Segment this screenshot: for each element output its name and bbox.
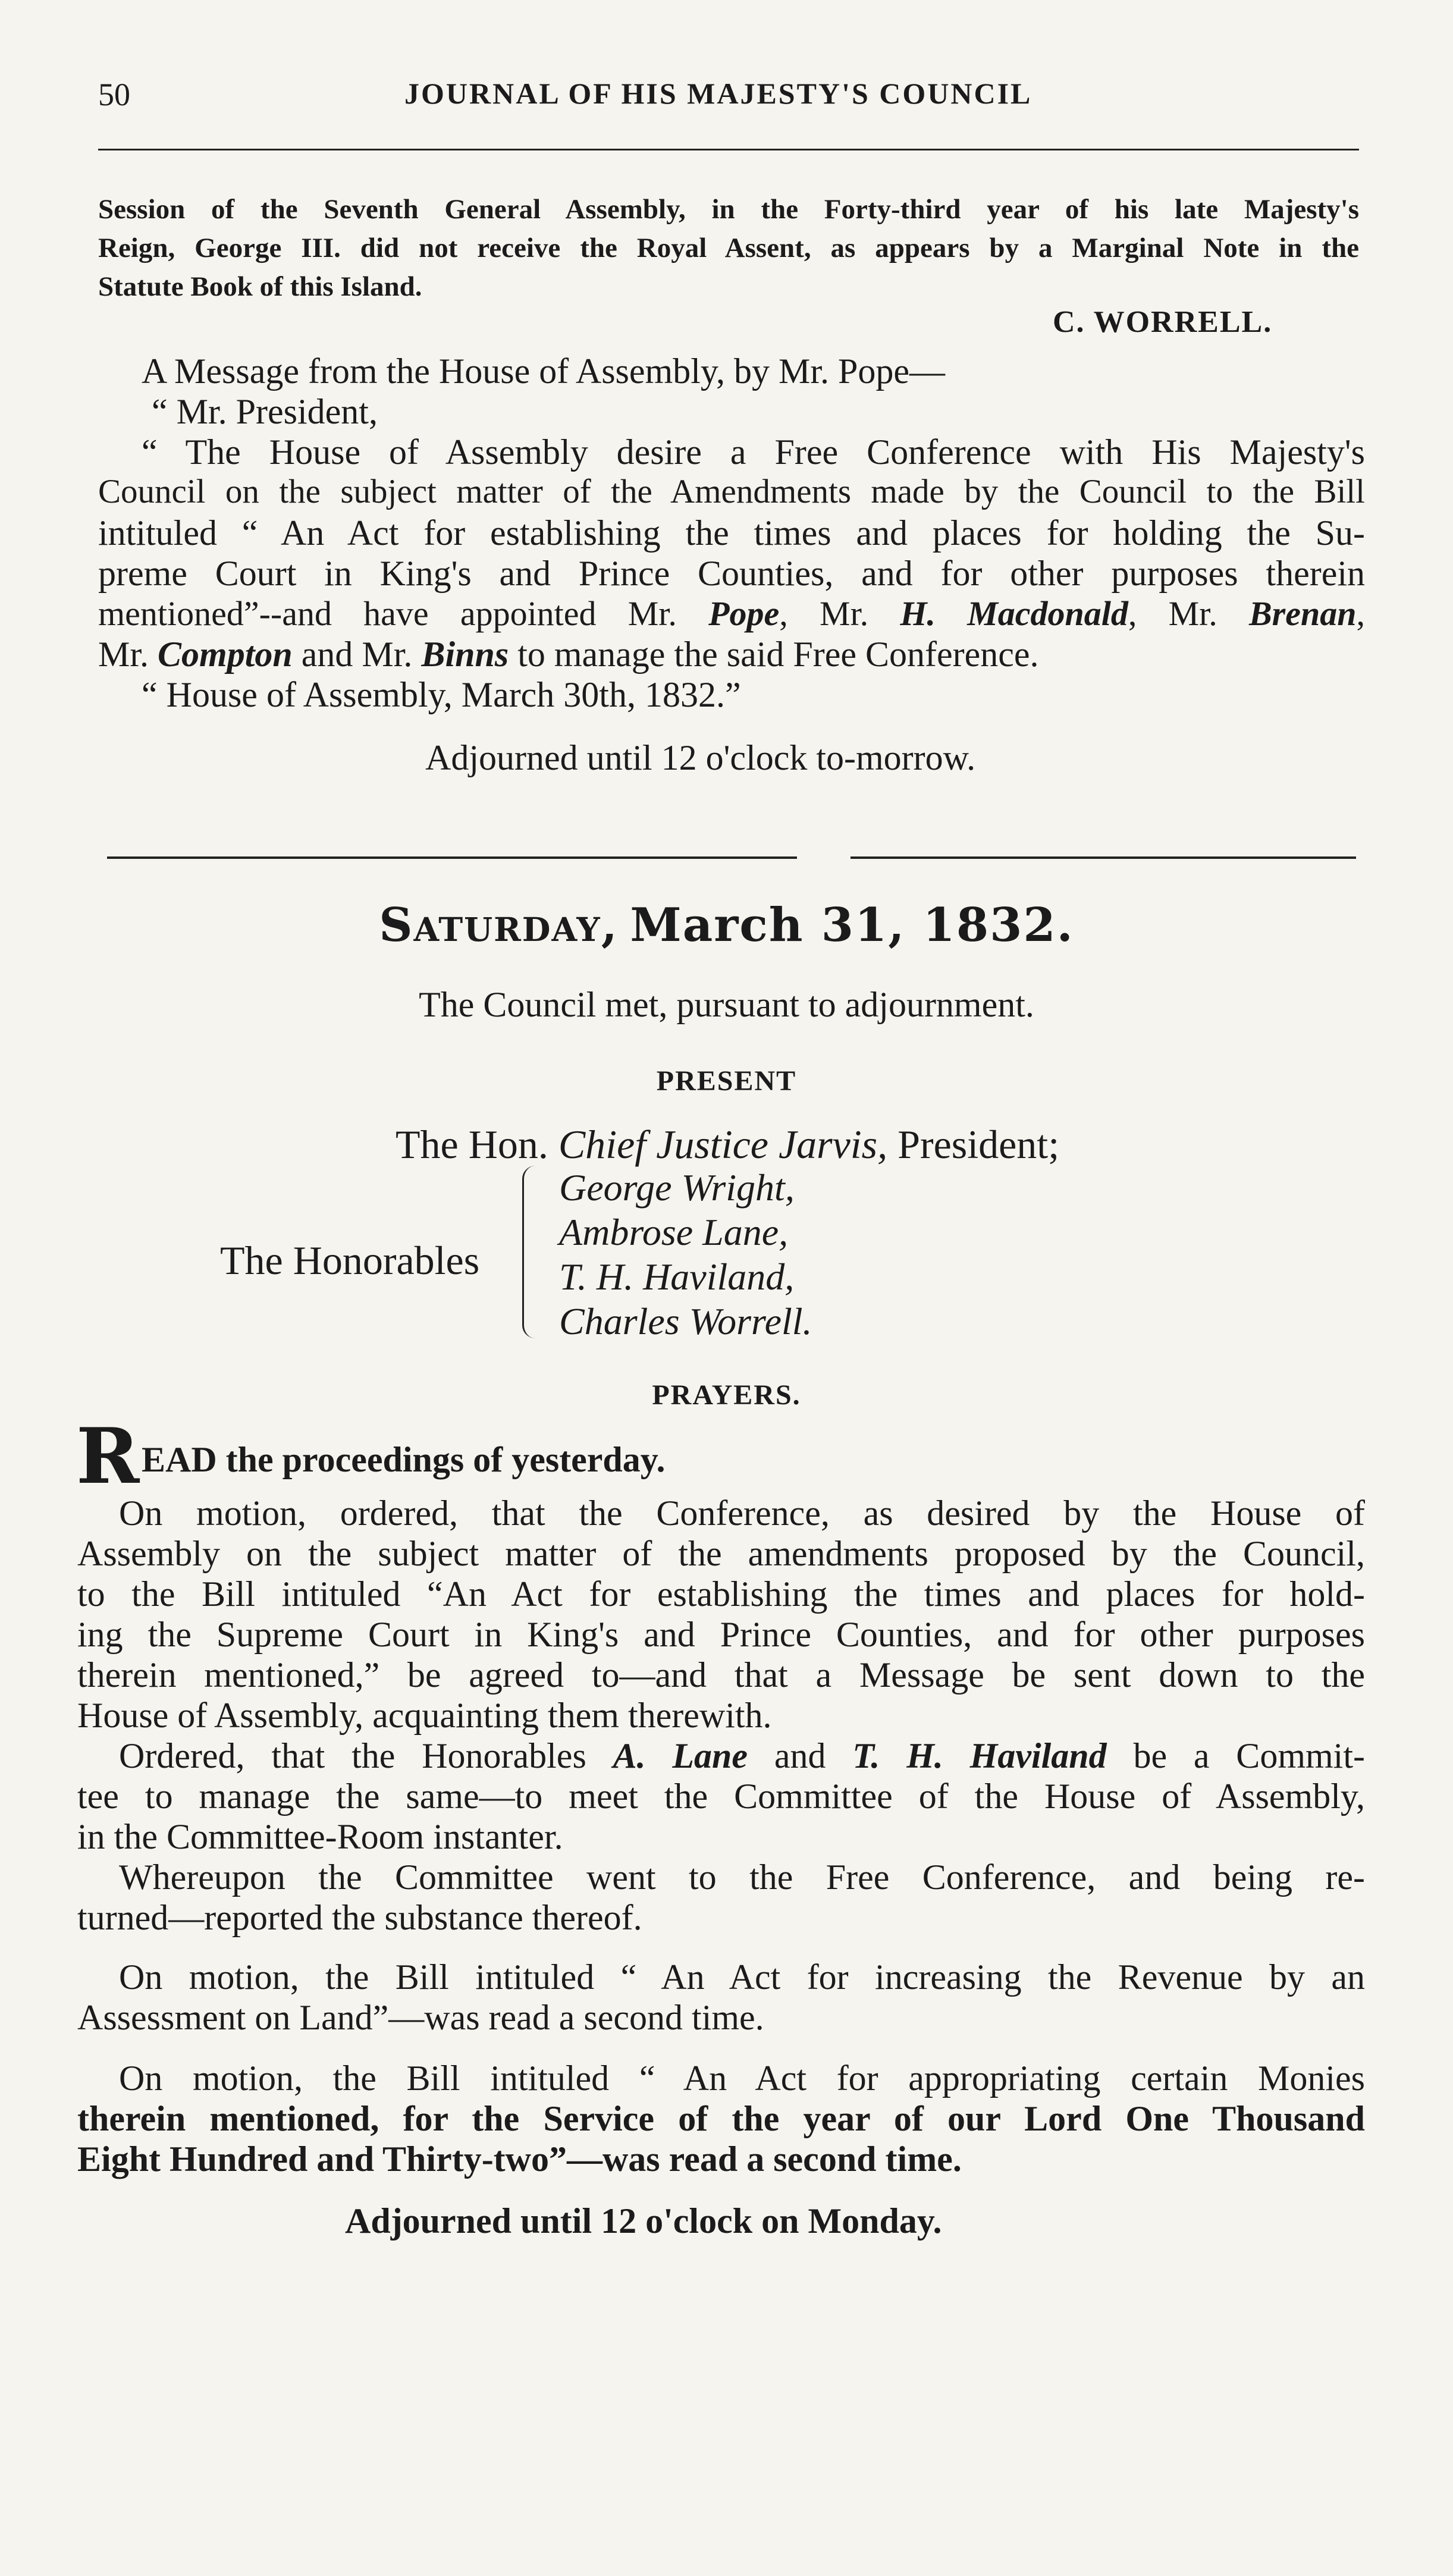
date-heading-day: Saturday, bbox=[379, 898, 619, 952]
message-line-6: preme Court in King's and Prince Counties, and for other purposes therein bbox=[98, 554, 1365, 593]
p1-line-2: Assembly on the subject matter of the amendments proposed by the Council, bbox=[77, 1534, 1365, 1573]
date-heading-date: March 31, 1832. bbox=[630, 898, 1074, 952]
intro-line-2: Reign, George III. did not receive the Royal Assent, as appears by a Marginal Note in the bbox=[98, 233, 1359, 263]
signature: C. WORRELL. bbox=[1053, 305, 1273, 339]
p2-line-2: tee to manage the same—to meet the Committee of the House of Assembly, bbox=[77, 1777, 1365, 1816]
council-met: The Council met, pursuant to adjournment. bbox=[419, 985, 1034, 1024]
adjourned-monday: Adjourned until 12 o'clock on Monday. bbox=[345, 2201, 942, 2241]
read-line bbox=[142, 1439, 666, 1480]
p3-line-1: Whereupon the Committee went to the Free Conference, and being re- bbox=[119, 1858, 1365, 1897]
message-line-8 bbox=[98, 634, 1039, 675]
p2-line-1 bbox=[119, 1736, 1365, 1777]
message-line-2: “ Mr. President, bbox=[152, 392, 378, 431]
honorable-name: T. H. Haviland, bbox=[559, 1256, 795, 1298]
p5-line-1: On motion, the Bill intituled “ An Act for appropriating certain Monies bbox=[119, 2059, 1365, 2098]
message-text: , bbox=[1356, 594, 1365, 633]
p2-line-3: in the Committee-Room instanter. bbox=[77, 1817, 563, 1856]
message-text: and Mr. bbox=[292, 635, 422, 674]
message-line-7 bbox=[98, 594, 1365, 633]
p2-text: be a Commit- bbox=[1106, 1736, 1365, 1775]
message-line-3: “ The House of Assembly desire a Free Conference with His Majesty's bbox=[142, 432, 1365, 472]
honorable-name: Charles Worrell. bbox=[559, 1300, 812, 1342]
prayers-label: PRAYERS. bbox=[652, 1379, 801, 1411]
p4-line-2: Assessment on Land”—was read a second time. bbox=[77, 1998, 764, 2037]
message-text: , Mr. bbox=[779, 594, 900, 633]
present-label: PRESENT bbox=[656, 1065, 797, 1097]
name-binns: Binns bbox=[421, 635, 509, 674]
p4-line-1: On motion, the Bill intituled “ An Act for increasing the Revenue by an bbox=[119, 1957, 1365, 1997]
message-line-5: intituled “ An Act for establishing the times and places for holding the Su- bbox=[98, 513, 1365, 553]
intro-line-3: Statute Book of this Island. bbox=[98, 271, 422, 302]
running-title: JOURNAL OF HIS MAJESTY'S COUNCIL bbox=[404, 77, 1033, 110]
message-text: to manage the said Free Conference. bbox=[509, 635, 1039, 674]
p1-line-3: to the Bill intituled “An Act for establishing the times and places for hold- bbox=[77, 1574, 1365, 1614]
p2-text: and bbox=[748, 1736, 853, 1775]
running-header bbox=[98, 76, 1359, 112]
honorable-name: Ambrose Lane, bbox=[559, 1211, 789, 1253]
message-text: mentioned”--and have appointed Mr. bbox=[98, 594, 709, 633]
president-name: Chief Justice Jarvis, bbox=[558, 1122, 888, 1167]
name-a-lane: A. Lane bbox=[613, 1736, 748, 1775]
honorables-brace bbox=[522, 1166, 542, 1338]
drop-cap: R bbox=[76, 1412, 140, 1501]
p3-line-2: turned—reported the substance thereof. bbox=[77, 1898, 642, 1937]
header-rule bbox=[98, 149, 1359, 150]
date-heading bbox=[0, 898, 1453, 952]
p5-line-2: therein mentioned, for the Service of the year of our Lord One Thousand bbox=[77, 2099, 1365, 2138]
name-macdonald: H. Macdonald bbox=[900, 594, 1128, 633]
intro-line-1: Session of the Seventh General Assembly, in the Forty-third year of his late Majesty's bbox=[98, 194, 1359, 225]
honorables-label: The Honorables bbox=[220, 1238, 480, 1283]
p1-line-6: House of Assembly, acquainting them therewith. bbox=[77, 1696, 772, 1735]
section-rule-right bbox=[851, 856, 1356, 859]
name-compton: Compton bbox=[158, 635, 293, 674]
section-rule-left bbox=[107, 856, 797, 859]
p2-text: Ordered, that the Honorables bbox=[119, 1736, 613, 1775]
page-number: 50 bbox=[98, 77, 130, 112]
message-line-4: Council on the subject matter of the Amendments made by the Council to the Bill bbox=[98, 473, 1365, 510]
president-line bbox=[396, 1121, 1059, 1168]
president-prefix: The Hon. bbox=[396, 1122, 558, 1167]
name-haviland: T. H. Haviland bbox=[852, 1736, 1107, 1775]
read-text: EAD the proceedings of yesterday. bbox=[142, 1440, 666, 1479]
president-suffix: President; bbox=[887, 1122, 1060, 1167]
name-pope: Pope bbox=[708, 594, 780, 633]
p5-line-3: Eight Hundred and Thirty-two”—was read a second time. bbox=[77, 2139, 962, 2179]
message-line-1: A Message from the House of Assembly, by Mr. Pope— bbox=[142, 352, 945, 391]
message-text: Mr. bbox=[98, 635, 158, 674]
name-brenan: Brenan bbox=[1248, 594, 1357, 633]
honorable-name: George Wright, bbox=[559, 1166, 795, 1209]
message-text: , Mr. bbox=[1128, 594, 1249, 633]
p1-line-1: On motion, ordered, that the Conference, as desired by the House of bbox=[119, 1493, 1365, 1533]
p1-line-5: therein mentioned,” be agreed to—and that a Message be sent down to the bbox=[77, 1655, 1365, 1695]
p1-line-4: ing the Supreme Court in King's and Prince Counties, and for other purposes bbox=[77, 1615, 1365, 1654]
message-line-9: “ House of Assembly, March 30th, 1832.” bbox=[142, 675, 741, 714]
adjourned-line: Adjourned until 12 o'clock to-morrow. bbox=[425, 738, 976, 777]
